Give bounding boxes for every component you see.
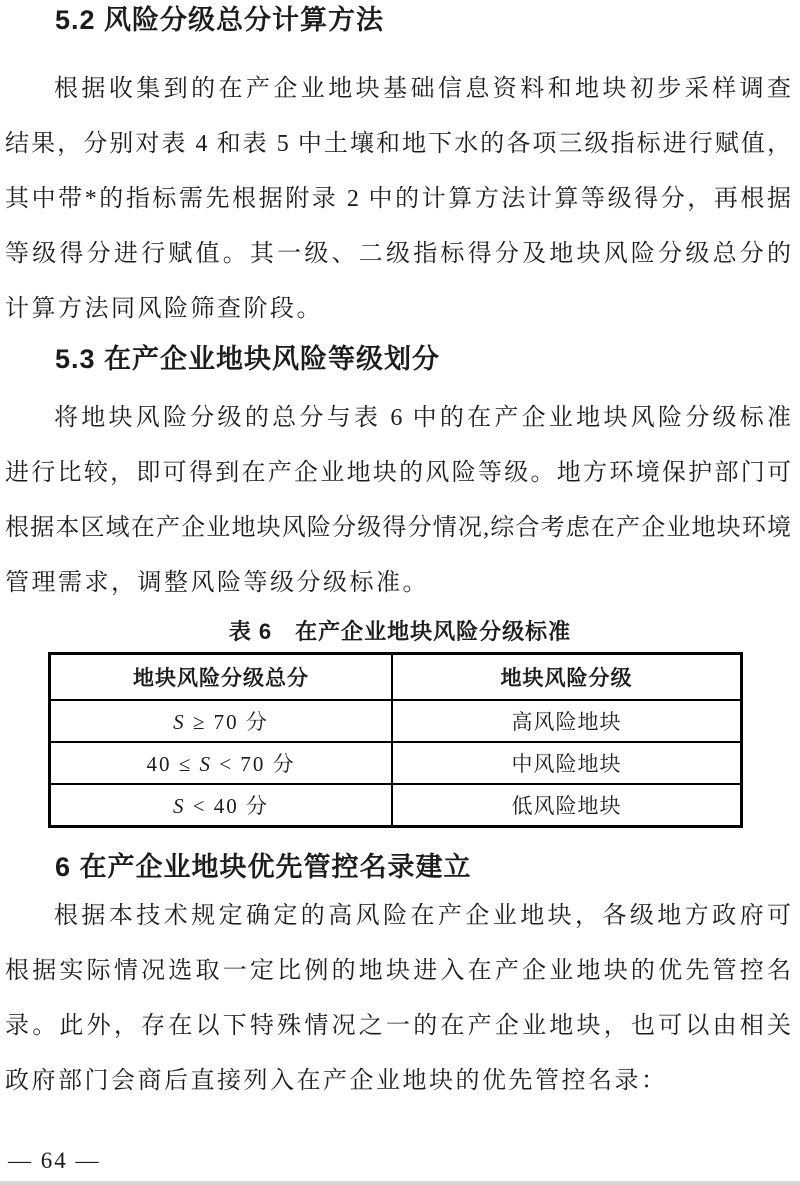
table-row	[50, 784, 742, 827]
table6	[48, 652, 743, 828]
score-variable: S	[172, 794, 186, 818]
score-formula: 40 ≤ S < 70 分	[146, 752, 296, 776]
score-variable: S	[199, 752, 212, 776]
paragraph-line: 根据收集到的在产企业地块基础信息资料和地块初步采样调查	[54, 76, 792, 102]
table6-score-cell	[50, 784, 393, 827]
table6-score-cell	[50, 742, 393, 784]
paragraph-line: 计算方法同风险筛查阶段。	[5, 296, 323, 322]
paragraph-line: 进行比较，即可得到在产企业地块的风险等级。地方环境保护部门可	[5, 460, 792, 486]
section-heading-6: 6 在产企业地块优先管控名录建立	[55, 852, 472, 882]
table-row	[50, 742, 742, 784]
paragraph-5-3	[5, 391, 792, 611]
table6-score-cell	[50, 700, 393, 742]
section-heading-5-2: 5.2 风险分级总分计算方法	[55, 5, 385, 35]
paragraph-line: 将地块风险分级的总分与表 6 中的在产企业地块风险分级标准	[54, 405, 792, 431]
paragraph-line: 政府部门会商后直接列入在产企业地块的优先管控名录：	[5, 1068, 668, 1094]
paragraph-line: 根据实际情况选取一定比例的地块进入在产企业地块的优先管控名	[5, 958, 792, 984]
paragraph-line: 等级得分进行赋值。其一级、二级指标得分及地块风险分级总分的	[5, 241, 792, 267]
table-row	[50, 700, 742, 742]
paragraph-line: 管理需求，调整风险等级分级标准。	[5, 570, 429, 596]
table6-level-cell: 高风险地块	[392, 700, 741, 742]
score-formula: S < 40 分	[172, 794, 270, 818]
score-variable: S	[173, 710, 186, 734]
paragraph-6	[5, 889, 792, 1109]
table6-level-cell: 低风险地块	[392, 784, 741, 827]
score-formula: S ≥ 70 分	[173, 710, 269, 734]
table6-header-level: 地块风险分级	[392, 654, 741, 701]
paragraph-line: 结果，分别对表 4 和表 5 中土壤和地下水的各项三级指标进行赋值，	[5, 131, 792, 157]
table6-level-cell: 中风险地块	[392, 742, 741, 784]
table6-caption: 表 6 在产企业地块风险分级标准	[228, 619, 572, 644]
paragraph-line: 根据本区域在产企业地块风险分级得分情况,综合考虑在产企业地块环境	[5, 515, 792, 541]
paragraph-line: 根据本技术规定确定的高风险在产企业地块，各级地方政府可	[54, 903, 792, 929]
paragraph-line: 其中带*的指标需先根据附录 2 中的计算方法计算等级得分，再根据	[5, 186, 792, 212]
table6-header-score: 地块风险分级总分	[50, 654, 393, 701]
paragraph-5-2	[5, 62, 792, 337]
scan-bottom-edge	[0, 1181, 800, 1185]
table6-header-row	[50, 654, 742, 701]
page-number: — 64 —	[8, 1148, 101, 1173]
paragraph-line: 录。此外，存在以下特殊情况之一的在产企业地块，也可以由相关	[5, 1013, 792, 1039]
section-heading-5-3: 5.3 在产企业地块风险等级划分	[55, 344, 441, 374]
